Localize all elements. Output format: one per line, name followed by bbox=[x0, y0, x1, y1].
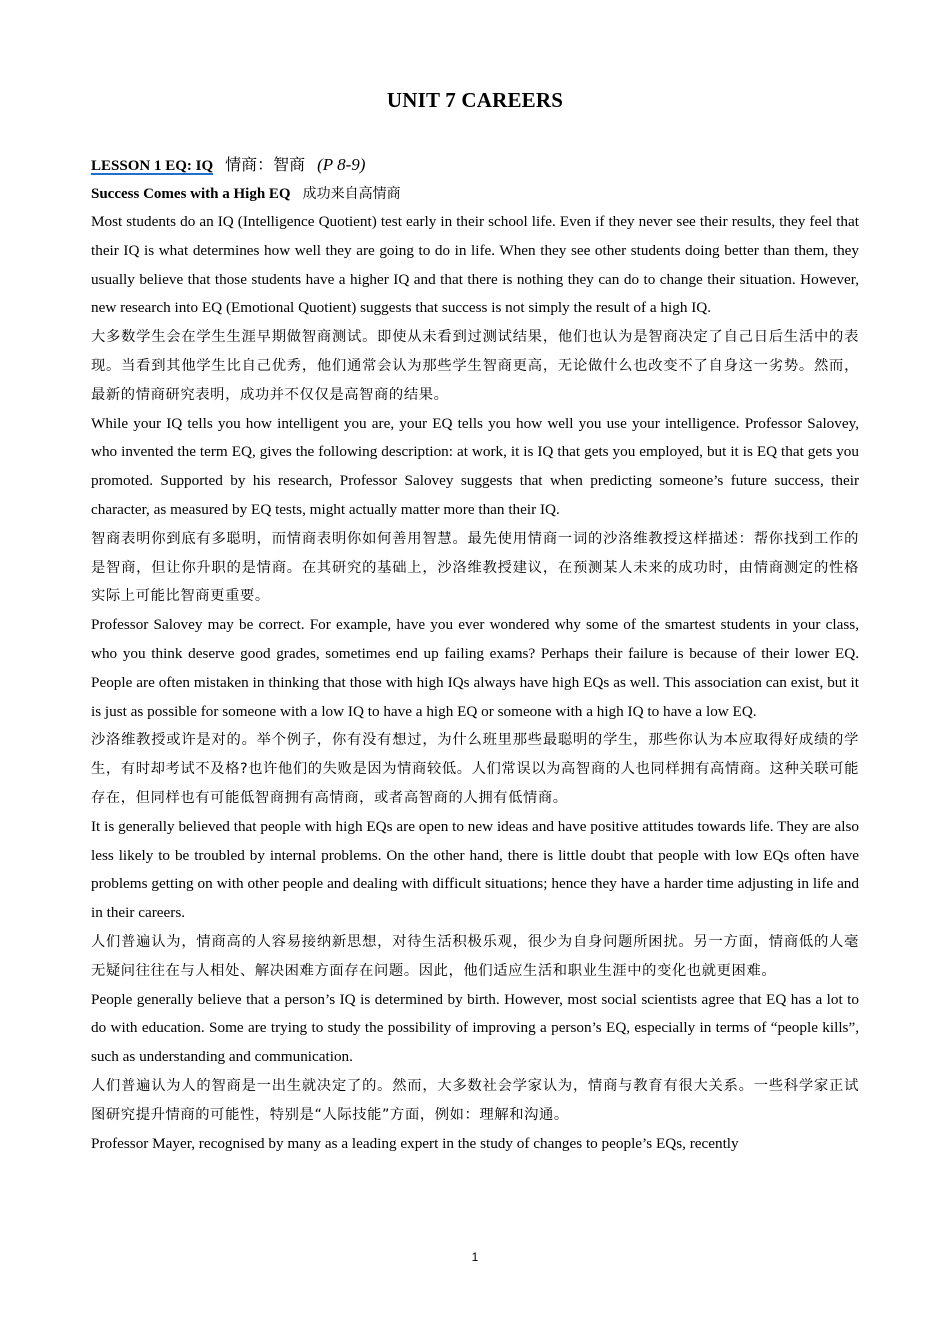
paragraph-en: Most students do an IQ (Intelligence Quotient) test early in their school life. Even if they never see their results, they feel that their IQ is what determines how well they are going to do in life. When they see other students doing better than them, they usually believe that those students have a higher IQ and that there is nothing they can do to change their situation. However, new research into EQ (Emotional Quotient) suggests that success is not simply the result of a high IQ. bbox=[91, 213, 859, 317]
paragraph-en: Professor Salovey may be correct. For example, have you ever wondered why some of the smartest students in your class, who you think deserve good grades, sometimes end up failing exams? Perhaps their failure is because of their lower EQ. People are often mistaken in thinking that those with high IQs always have high EQs as well. This association can exist, but it is just as possible for someone with a low IQ to have a high EQ or someone with a high IQ to have a low EQ. bbox=[91, 616, 859, 720]
lesson-heading bbox=[91, 150, 859, 179]
unit-title: UNIT 7 CAREERS bbox=[386, 88, 564, 112]
document-body bbox=[91, 150, 859, 1158]
paragraph-en: It is generally believed that people with high EQs are open to new ideas and have positive attitudes towards life. They are also less likely to be troubled by internal problems. On the other hand, there is little doubt that people with low EQs often have problems getting on with other people and dealing with difficult situations; hence they have a harder time adjusting in life and in their careers. bbox=[91, 817, 859, 922]
lesson-title-en: LESSON 1 EQ: IQ bbox=[91, 158, 214, 174]
paragraph-cn: 人们普遍认为人的智商是一出生就决定了的。然而，大多数社会学家认为，情商与教育有很大关系。一些科学家正试图研究提升情商的可能性，特别是“人际技能”方面，例如：理解和沟通。 bbox=[91, 1077, 859, 1123]
paragraph-cn: 人们普遍认为，情商高的人容易接纳新思想，对待生活积极乐观，很少为自身问题所困扰。另一方面，情商低的人毫无疑问往往在与人相处、解决困难方面存在问题。因此，他们适应生活和职业生涯中的变化也就更困难。 bbox=[91, 933, 859, 979]
paragraph-cn: 沙洛维教授或许是对的。举个例子，你有没有想过，为什么班里那些最聪明的学生，那些你认为本应取得好成绩的学生，有时却考试不及格?也许他们的失败是因为情商较低。人们常误以为高智商的人也同样拥有高情商。这种关联可能存在，但同样也有可能低智商拥有高情商，或者高智商的人拥有低情商。 bbox=[91, 732, 859, 806]
paragraph-cn: 大多数学生会在学生生涯早期做智商测试。即使从未看到过测试结果，他们也认为是智商决定了自己日后生活中的表现。当看到其他学生比自己优秀，他们通常会认为那些学生智商更高，无论做什么也改变不了自身这一劣势。然而，最新的情商研究表明，成功并不仅仅是高智商的结果。 bbox=[91, 329, 859, 403]
lesson-title-cn: 情商：智商 bbox=[225, 155, 306, 174]
page-number: 1 bbox=[471, 1250, 479, 1264]
paragraph-cn: 智商表明你到底有多聪明，而情商表明你如何善用智慧。最先使用情商一词的沙洛维教授这样描述：帮你找到工作的是智商，但让你升职的是情商。在其研究的基础上，沙洛维教授建议，在预测某人未来的成功时，由情商测定的性格实际上可能比智商更重要。 bbox=[91, 530, 859, 605]
paragraph-en: People generally believe that a person’s IQ is determined by birth. However, most social scientists agree that EQ has a lot to do with education. Some are trying to study the possibility of improving a person’s EQ, especially in terms of “people kills”, such as understanding and communication. bbox=[91, 990, 859, 1066]
lesson-page-range: (P 8-9) bbox=[317, 155, 366, 174]
article-title-cn: 成功来自高情商 bbox=[302, 186, 401, 202]
paragraph-en: Professor Mayer, recognised by many as a leading expert in the study of changes to people’s EQs, recently bbox=[91, 1134, 739, 1152]
paragraph-en: While your IQ tells you how intelligent you are, your EQ tells you how well you use your intelligence. Professor Salovey, who invented the term EQ, gives the following description: at work, it is IQ that gets you employed, but it is EQ that gets you promoted. Supported by his research, Professor Salovey suggests that when predicting someone’s future success, their character, as measured by EQ tests, might actually matter more than their IQ. bbox=[91, 414, 859, 518]
article-title bbox=[91, 179, 859, 208]
article-title-en: Success Comes with a High EQ bbox=[91, 186, 291, 202]
